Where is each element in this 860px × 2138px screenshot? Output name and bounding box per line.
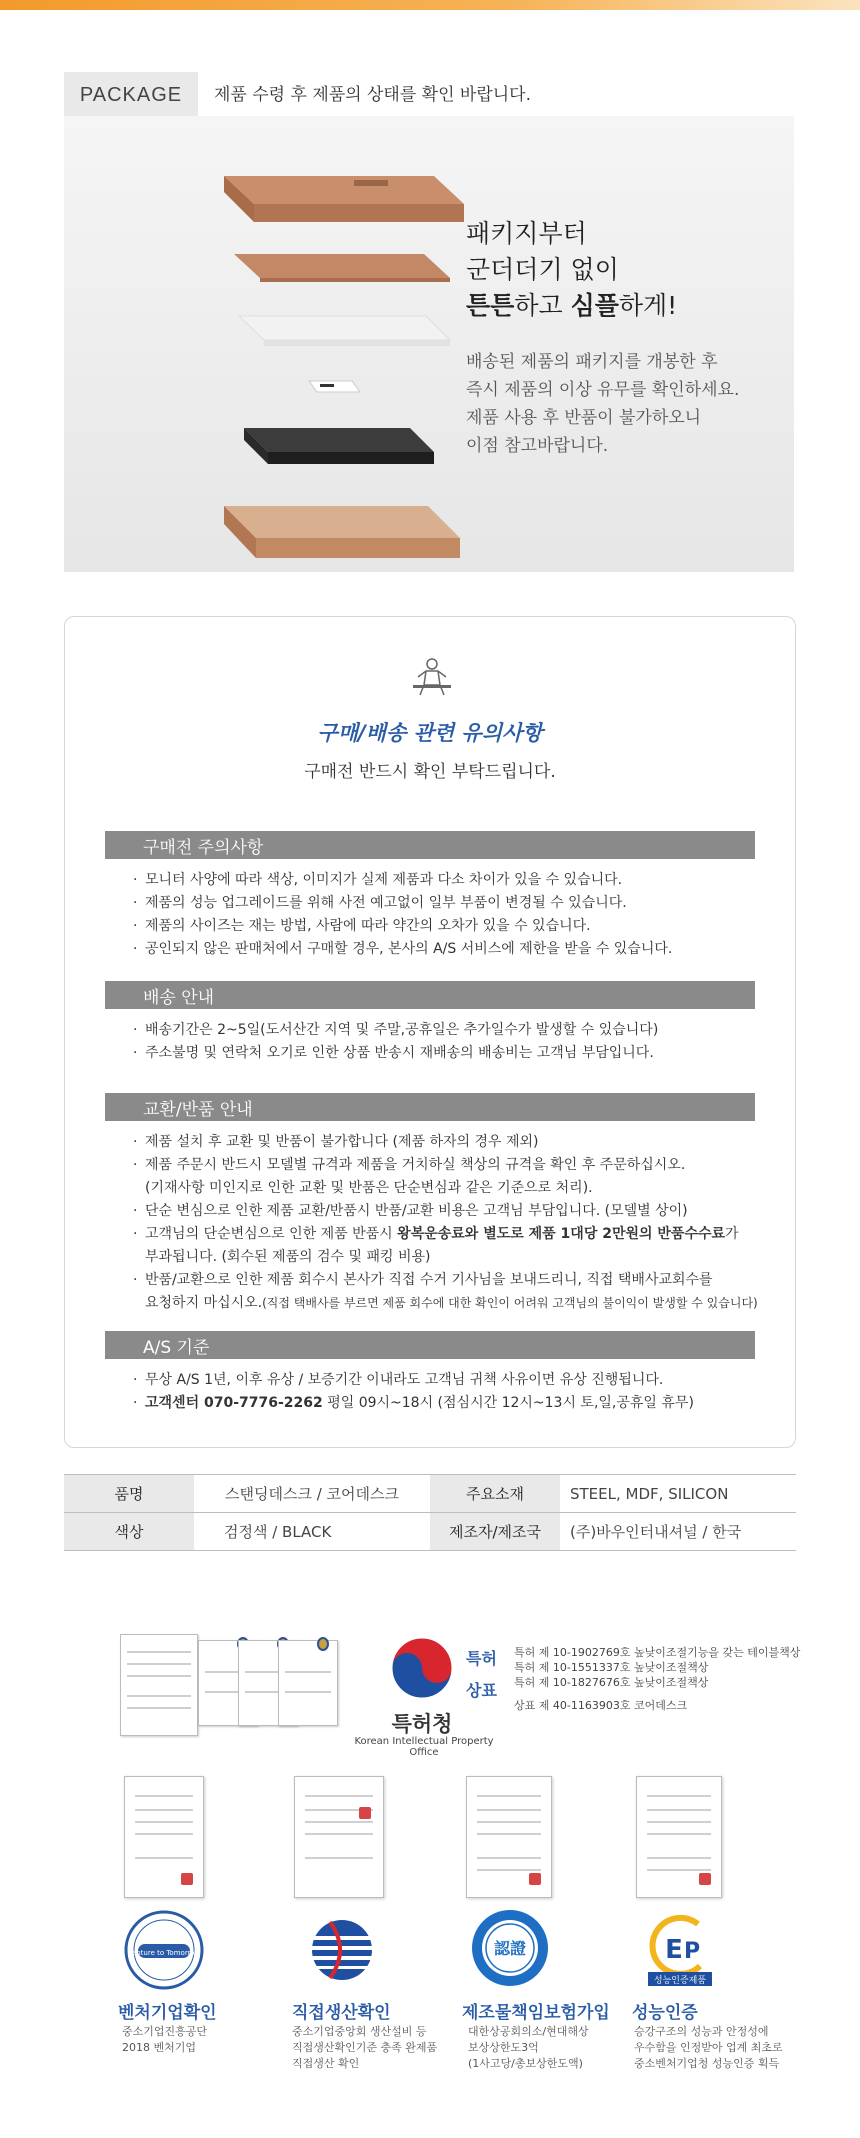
venture-logo-icon	[122, 1908, 206, 1992]
cert-desc-line: 2018 벤처기업	[122, 2041, 196, 2054]
list-item: · 주소불명 및 연락처 오기로 인한 상품 반송시 재배송의 배송비는 고객님 부담입니다.	[133, 1042, 658, 1065]
cert-name-performance: 성능인증	[632, 2003, 698, 2023]
kipo-english-name: Korean Intellectual Property Office	[354, 1736, 494, 1758]
package-panel	[64, 116, 794, 572]
package-exploded-illustration	[164, 146, 494, 566]
headline-plain-1: 하고	[514, 291, 571, 320]
patent-line: 특허 제 10-1551337호 높낮이조절책상	[514, 1661, 709, 1674]
package-headline-line2: 군더더기 없이	[466, 255, 619, 284]
spec-value-product: 스탠딩데스크 / 코어데스크	[194, 1475, 430, 1513]
shipping-notes-list	[133, 1019, 658, 1065]
caution-title: 구매/배송 관련 유의사항	[317, 721, 543, 745]
list-item: · 제품의 성능 업그레이드를 위해 사전 예고없이 일부 부품이 변경될 수 있습니다.	[133, 892, 672, 915]
spec-table	[64, 1474, 796, 1551]
patent-certificates-image	[118, 1620, 356, 1740]
cert-desc-venture	[122, 2024, 207, 2056]
spec-header-color: 색상	[64, 1513, 194, 1551]
section-bar-return: 교환/반품 안내	[105, 1093, 755, 1121]
package-body-line2: 즉시 제품의 이상 유무를 확인하세요.	[466, 380, 740, 400]
cert-desc-performance	[634, 2024, 783, 2072]
spec-header-maker: 제조자/제조국	[430, 1513, 560, 1551]
list-item: · 모니터 사양에 따라 색상, 이미지가 실제 제품과 다소 차이가 있을 수 있습니다.	[133, 869, 672, 892]
return-fee-text-2: 가	[725, 1226, 739, 1242]
table-row	[64, 1513, 796, 1551]
spec-header-product: 품명	[64, 1475, 194, 1513]
pl-insurance-certificate-doc	[466, 1776, 552, 1898]
customer-center-hours: 평일 09시~18시 (점심시간 12시~13시 토,일,공휴일 휴무)	[322, 1395, 694, 1411]
cert-desc-line: 보상상한도3억	[468, 2041, 539, 2054]
cert-name-production: 직접생산확인	[292, 2003, 391, 2023]
package-body-line4: 이점 참고바랍니다.	[466, 436, 609, 456]
ep-logo-icon	[638, 1906, 722, 1990]
spec-value-color: 검정색 / BLACK	[194, 1513, 430, 1551]
list-item: · 반품/교환으로 인한 제품 회수시 본사가 직접 수거 기사님을 보내드리니, 직접 택배사교회수를	[133, 1269, 758, 1292]
spec-value-maker: (주)바우인터내셔널 / 한국	[560, 1513, 796, 1551]
return-notes-list	[133, 1131, 758, 1315]
patent-label: 특허	[466, 1649, 497, 1668]
patent-doc	[278, 1640, 338, 1726]
pl-insurance-badge-icon	[468, 1906, 552, 1990]
list-item-continued: 부과됩니다. (회수된 제품의 검수 및 패킹 비용)	[145, 1249, 431, 1265]
caution-box	[64, 616, 796, 1448]
list-item: · 무상 A/S 1년, 이후 유상 / 보증기간 이내라도 고객님 귀책 사유이면 유상 진행됩니다.	[133, 1369, 694, 1392]
cert-desc-line: 승강구조의 성능과 안정성에	[634, 2025, 769, 2038]
trademark-line: 상표 제 40-1163903호 코어데스크	[514, 1699, 688, 1712]
package-note: 제품 수령 후 제품의 상태를 확인 바랍니다.	[214, 85, 532, 105]
no-request-text: 요청하지 마십시오.	[145, 1295, 263, 1311]
list-item: · 단순 변심으로 인한 제품 교환/반품시 반품/교환 비용은 고객님 부담입니다. (모델별 상이)	[133, 1200, 758, 1223]
cert-name-pl-insurance: 제조물책임보험가입	[462, 2003, 610, 2023]
section-bar-shipping: 배송 안내	[105, 981, 755, 1009]
svg-text:E: E	[665, 1935, 683, 1965]
package-body-line1: 배송된 제품의 패키지를 개봉한 후	[466, 352, 718, 372]
patent-line: 특허 제 10-1902769호 높낮이조절기능을 갖는 테이블책상	[514, 1646, 801, 1659]
section-bar-as: A/S 기준	[105, 1331, 755, 1359]
package-headline-line1: 패키지부터	[466, 219, 587, 248]
cert-desc-line: 우수함을 인정받아 업계 최초로	[634, 2041, 783, 2054]
cert-desc-line: 대한상공회의소/현대해상	[468, 2025, 589, 2038]
kipo-name: 특허청	[391, 1712, 453, 1736]
list-item: · 제품의 사이즈는 재는 방법, 사람에 따라 약간의 오차가 있을 수 있습니다.	[133, 915, 672, 938]
list-item-continued: (기재사항 미인지로 인한 교환 및 반품은 단순변심과 같은 기준으로 처리).	[145, 1180, 593, 1196]
as-notes-list	[133, 1369, 694, 1415]
cert-desc-line: 중소기업중앙회 생산설비 등	[292, 2025, 427, 2038]
section-bar-purchase: 구매전 주의사항	[105, 831, 755, 859]
production-globe-icon	[300, 1910, 384, 1994]
list-item: · 제품 주문시 반드시 모델별 규격과 제품을 거치하실 책상의 규격을 확인 후 주문하십시오.	[133, 1154, 758, 1177]
top-accent-bar	[0, 0, 860, 10]
cert-desc-line: 중소기업진흥공단	[122, 2025, 208, 2038]
package-headline	[466, 216, 677, 324]
venture-logo-text: Venture to Tomorrow	[127, 1949, 201, 1957]
production-certificate-doc	[294, 1776, 384, 1898]
performance-certificate-doc	[636, 1776, 722, 1898]
return-fee-text-1: 고객님의 단순변심으로 인한 제품 반품시	[145, 1226, 398, 1242]
package-headline-line3	[466, 288, 677, 324]
cert-desc-line: 직접생산확인기준 충족 완제품	[292, 2041, 438, 2054]
package-body-line3: 제품 사용 후 반품이 불가하오니	[466, 408, 702, 428]
svg-text:P: P	[683, 1939, 701, 1964]
list-item: · 공인되지 않은 판매처에서 구매할 경우, 본사의 A/S 서비스에 제한을 받을 수 있습니다.	[133, 938, 672, 961]
headline-plain-2: 하게!	[618, 291, 678, 320]
cert-desc-line: 중소벤처기업청 성능인증 획득	[634, 2057, 780, 2070]
purchase-notes-list	[133, 869, 672, 961]
list-item	[133, 1223, 758, 1246]
headline-bold-strong: 튼튼	[466, 291, 515, 320]
caution-subtitle: 구매전 반드시 확인 부탁드립니다.	[304, 762, 556, 782]
cert-name-venture: 벤처기업확인	[118, 2003, 217, 2023]
cert-desc-pl-insurance	[468, 2024, 589, 2072]
patent-doc	[120, 1634, 198, 1736]
return-fee-emphasis: 왕복운송료와 별도로 제품 1대당 2만원의 반품수수료	[397, 1226, 726, 1242]
list-item: · 배송기간은 2~5일(도서산간 지역 및 주말,공휴일은 추가일수가 발생할 수 있습니다)	[133, 1019, 658, 1042]
table-row	[64, 1475, 796, 1513]
customer-center-phone: 고객센터 070-7776-2262	[145, 1395, 323, 1411]
ep-logo-text: 성능인증제품	[653, 1976, 707, 1986]
package-label: PACKAGE	[64, 72, 198, 118]
list-item: · 제품 설치 후 교환 및 반품이 불가합니다 (제품 하자의 경우 제외)	[133, 1131, 758, 1154]
cert-desc-line: 직접생산 확인	[292, 2057, 360, 2070]
package-body	[466, 348, 739, 460]
spec-value-material: STEEL, MDF, SILICON	[560, 1475, 796, 1513]
cert-desc-line: (1사고당/총보상한도액)	[468, 2057, 583, 2070]
trademark-label: 상표	[466, 1681, 497, 1700]
pl-logo-text: 認證	[493, 1939, 527, 1958]
patent-line: 특허 제 10-1827676호 높낮이조절책상	[514, 1676, 709, 1689]
delivery-person-icon	[410, 655, 454, 699]
spec-header-material: 주요소재	[430, 1475, 560, 1513]
headline-bold-simple: 심플	[570, 291, 619, 320]
no-request-note: (직접 택배사를 부르면 제품 회수에 대한 확인이 어려워 고객님의 불이익이 발생할 수 있습니다)	[262, 1296, 758, 1310]
cert-desc-production	[292, 2024, 437, 2072]
list-item-continued	[133, 1292, 758, 1315]
list-item	[133, 1392, 694, 1415]
venture-certificate-doc	[124, 1776, 204, 1898]
